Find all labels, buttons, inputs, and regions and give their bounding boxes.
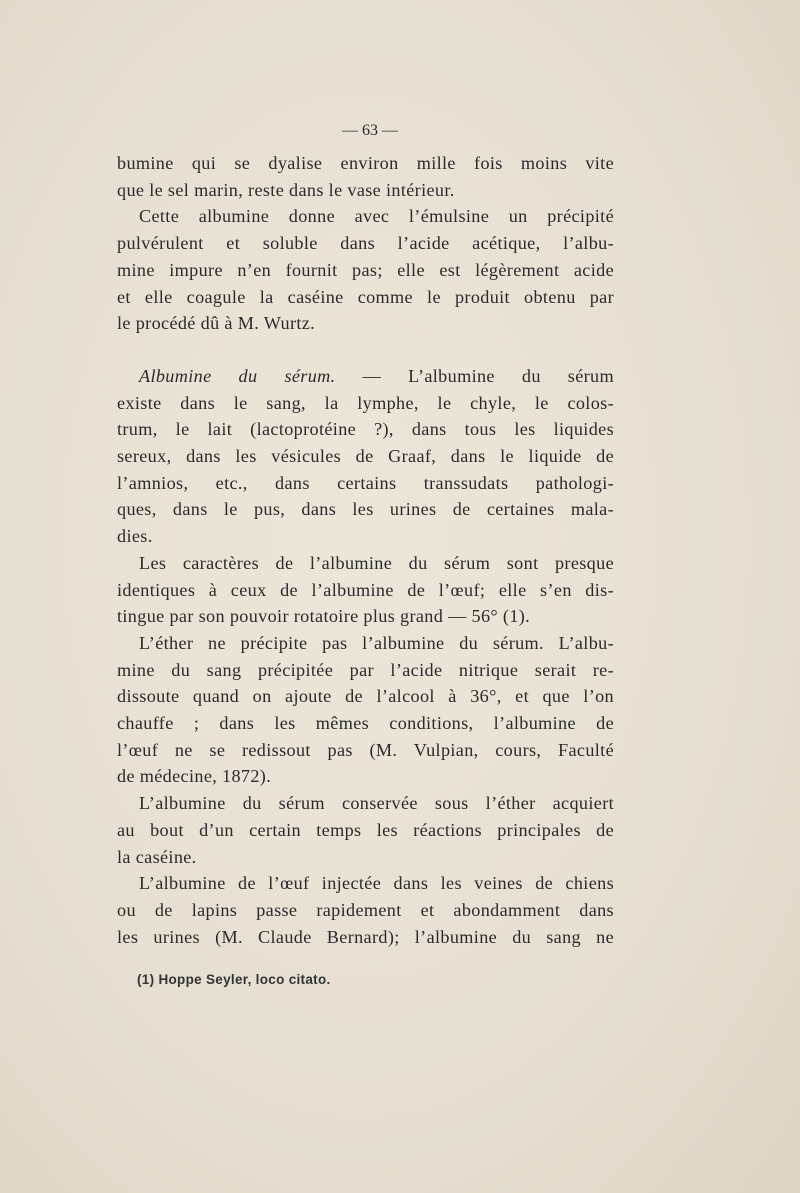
section-heading: Albumine du sérum. bbox=[139, 365, 336, 386]
text-line: mine impure n’en fournit pas; elle est légèrement acide bbox=[117, 259, 614, 280]
text-line: l’amnios, etc., dans certains transsudats pathologi- bbox=[117, 472, 614, 493]
text-line: que le sel marin, reste dans le vase intérieur. bbox=[117, 179, 455, 200]
text-line: Albumine du sérum. — L’albumine du sérum bbox=[139, 365, 614, 386]
text-line: dissoute quand on ajoute de l’alcool à 36°, et que l’on bbox=[117, 686, 614, 707]
text-line: chauffe ; dans les mêmes conditions, l’albumine de bbox=[117, 713, 614, 734]
text-line: sereux, dans les vésicules de Graaf, dans le liquide de bbox=[117, 446, 614, 467]
text-line: bumine qui se dyalise environ mille fois moins vite bbox=[117, 153, 614, 173]
paragraph bbox=[117, 550, 614, 630]
paragraph bbox=[117, 790, 614, 870]
text-line: existe dans le sang, la lymphe, le chyle, le colos- bbox=[117, 392, 614, 413]
text-line: ou de lapins passe rapidement et abondamment dans bbox=[117, 899, 614, 920]
text-line: tingue par son pouvoir rotatoire plus grand — 56° (1). bbox=[117, 606, 531, 627]
paragraph bbox=[117, 630, 614, 790]
text-line: et elle coagule la caséine comme le produit obtenu par bbox=[117, 286, 614, 307]
text-line: identiques à ceux de l’albumine de l’œuf; elle s’en dis- bbox=[117, 579, 614, 600]
footnote: (1) Hoppe Seyler, loco citato. bbox=[137, 972, 331, 987]
text-line: la caséine. bbox=[117, 846, 197, 867]
text-line: ques, dans le pus, dans les urines de certaines mala- bbox=[117, 499, 614, 520]
paragraph bbox=[117, 203, 614, 337]
paragraph bbox=[117, 150, 614, 203]
text-line: mine du sang précipitée par l’acide nitrique serait re- bbox=[117, 659, 614, 680]
paragraph bbox=[117, 870, 614, 950]
text-line: dies. bbox=[117, 526, 153, 547]
text-line: le procédé dû à M. Wurtz. bbox=[117, 313, 316, 334]
text-line: l’œuf ne se redissout pas (M. Vulpian, cours, Faculté bbox=[117, 739, 614, 760]
text-line: L’albumine du sérum conservée sous l’éther acquiert bbox=[139, 793, 614, 814]
page-number: — 63 — bbox=[342, 122, 398, 139]
body-text bbox=[117, 150, 614, 950]
text-line: pulvérulent et soluble dans l’acide acétique, l’albu- bbox=[117, 233, 614, 254]
text-line: L’éther ne précipite pas l’albumine du sérum. L’albu- bbox=[139, 632, 614, 653]
text-line: trum, le lait (lactoprotéine ?), dans tous les liquides bbox=[117, 419, 614, 440]
text-line: Cette albumine donne avec l’émulsine un précipité bbox=[139, 206, 614, 227]
text-line: au bout d’un certain temps les réactions principales de bbox=[117, 819, 614, 840]
paragraph bbox=[117, 363, 614, 550]
text-line: L’albumine de l’œuf injectée dans les veines de chiens bbox=[139, 873, 614, 894]
text-line: de médecine, 1872). bbox=[117, 766, 272, 787]
text-line: les urines (M. Claude Bernard); l’albumine du sang ne bbox=[117, 926, 614, 947]
text-line: Les caractères de l’albumine du sérum sont presque bbox=[139, 552, 614, 573]
